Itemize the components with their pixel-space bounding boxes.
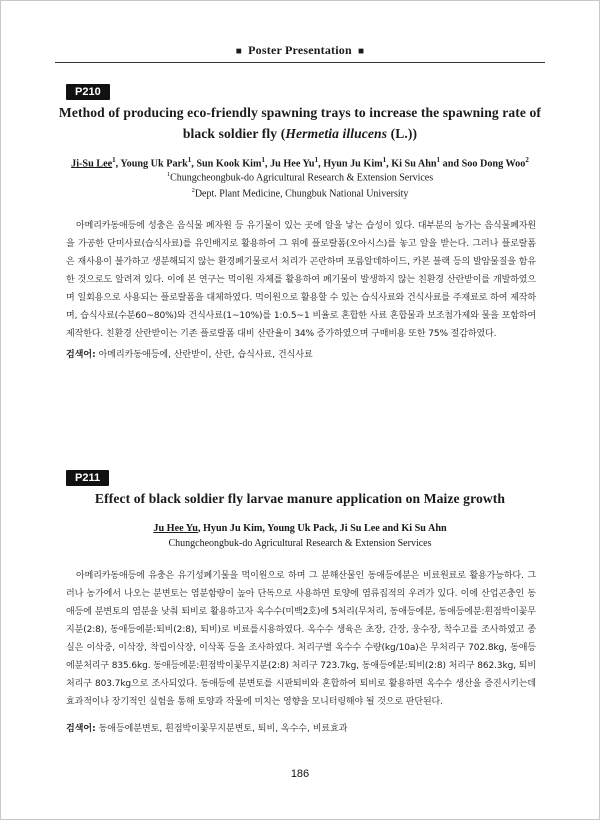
affiliation-list (60, 537, 540, 550)
section-header-text: Poster Presentation (248, 43, 352, 57)
keywords-list: 동애등에분변토, 흰점박이꽃무지분변토, 퇴비, 옥수수, 비료효과 (98, 724, 348, 734)
affiliation-list (60, 168, 540, 201)
author-list: Ji-Su Lee$^1$, Young Uk Park$^1$, Sun Kook Kim$^1$, Ju Hee Yu$^1$, Hyun Ju Kim$^1$, Ki Su Ahn$^1$ and Soo Dong Woo$^2$ (71, 156, 529, 170)
author-name: Young Uk Park (120, 158, 188, 170)
keywords (66, 722, 536, 736)
abstract-code-badge: P211 (66, 470, 109, 486)
author-name: Ju Hee Yu (153, 523, 198, 534)
author-name: Ju Hee Yu (270, 158, 315, 170)
author-name: Hyun Ju Kim (323, 158, 383, 170)
square-marker-icon: ■ (358, 46, 365, 57)
section-header (0, 43, 600, 58)
affiliation: Chungcheongbuk-do Agricultural Research & Extension Services (168, 538, 432, 549)
author-name: Young Uk Pack (267, 523, 335, 534)
page-number: 186 (290, 768, 310, 780)
abstract-code-badge: P210 (66, 84, 110, 100)
abstract-body: 아메리카동애등에 성충은 음식물 폐자원 등 유기물이 있는 곳에 알을 낳는 습성이 있다. 대부분의 농가는 음식물폐자원을 가공한 단미사료(습식사료)를 유인배지로 활용하여 그 위에 플로랄폼(오아시스)를 놓고 알을 받는다. 그러나 플로랄폼은 재사용이 불가하고 생분해되지 않는 환경폐기물로서 처리가 곤란하며 포름알데하이드, 카본 블랙 등의 발암물질을 함유한 것으로도 알려져 있다. 이에 본 연구는 먹이원 자체를 활용하여 폐기물이 발생하지 않는 친환경 산란받이를 개발하였으며 일회용으로 사용되는 플로랄폼을 대체하였다. 먹이원으로 활용할 수 있는 습식사료와 건식사료를 주재료로 하여 제작하며, 습식사료(수분60~80%)와 건식사료(1~10%)를 1:0.5~1 비율로 혼합한 사료 혼합물과 보조첨가제와 물을 포함하여 제작한다. 친환경 산란받이는 기존 플로랄폼 대비 산란율이 34% 증가하였으며 구매비용 또한 75% 절감하였다. (66, 221, 536, 339)
author-name: Ki Su Ahn (391, 158, 437, 170)
keywords-list: 아메리카동애등에, 산란받이, 산란, 습식사료, 건식사료 (98, 350, 313, 360)
keywords (66, 348, 536, 362)
abstract-title: Method of producing eco-friendly spawning trays to increase the spawning rate of black soldier fly (Hermetia illucens (L.)) (58, 105, 542, 141)
author-name: Ki Su Ahn (401, 523, 447, 534)
author-name: Soo Dong Woo (461, 158, 526, 170)
keywords-label: 검색어: (66, 350, 96, 360)
square-marker-icon: ■ (235, 46, 242, 57)
keywords-label: 검색어: (66, 724, 96, 734)
header-divider (55, 62, 545, 63)
abstract-body: 아메리카동애등에 유충은 유기성폐기물을 먹이원으로 하며 그 분해산물인 동애등에분은 비료원료로 활용가능하다. 그러나 농가에서 나오는 분변토는 염분함량이 높아 단독으로 사용하면 토양에 염류집적의 우려가 있다. 이에 산업곤충인 동애등에 분변토의 염분을 낮춰 퇴비로 활용하고자 옥수수(미백2호)에 5처리(무처리, 동애등에분, 동애등에분:흰점박이꽃무지분(2:8), 동애등에분:퇴비(2:8), 퇴비)로 비료를시용하였다. 옥수수 생육은 초장, 간장, 웅수장, 착수고를 조사하였고 종실은 이삭중, 이삭장, 착립이삭장, 이삭폭 등을 조사하였다. 처리구별 옥수수 수량(kg/10a)은 무처리구 702.8kg, 동애등에분처리구 835.6kg. 동애등에분:흰점박이꽃무지분(2:8) 처리구 723.7kg, 동애등에분:퇴비(2:8) 처리구 862.3kg, 퇴비 처리구 803.7kg으로 조사되었다. 동애등에 분변토를 시판퇴비와 혼합하여 퇴비로 활용하면 옥수수 생산을 증진시키는데 효과적이나 장기적인 실험을 통해 토양과 작물에 미치는 영향을 모니터링해야 될 것으로 판단된다. (66, 571, 536, 707)
author-list: Ju Hee Yu, Hyun Ju Kim, Young Uk Pack, Ji Su Lee and Ki Su Ahn (153, 523, 447, 534)
affiliation: $^2$Dept. Plant Medicine, Chungbuk National University (191, 187, 409, 200)
affiliation: $^1$Chungcheongbuk-do Agricultural Research & Extension Services (166, 171, 434, 184)
author-name: Ji-Su Lee (71, 158, 113, 170)
abstract-title: Effect of black soldier fly larvae manure application on Maize growth (94, 491, 506, 506)
author-name: Hyun Ju Kim (202, 523, 263, 534)
author-name: Ji Su Lee (339, 523, 380, 534)
author-name: Sun Kook Kim (196, 158, 262, 170)
